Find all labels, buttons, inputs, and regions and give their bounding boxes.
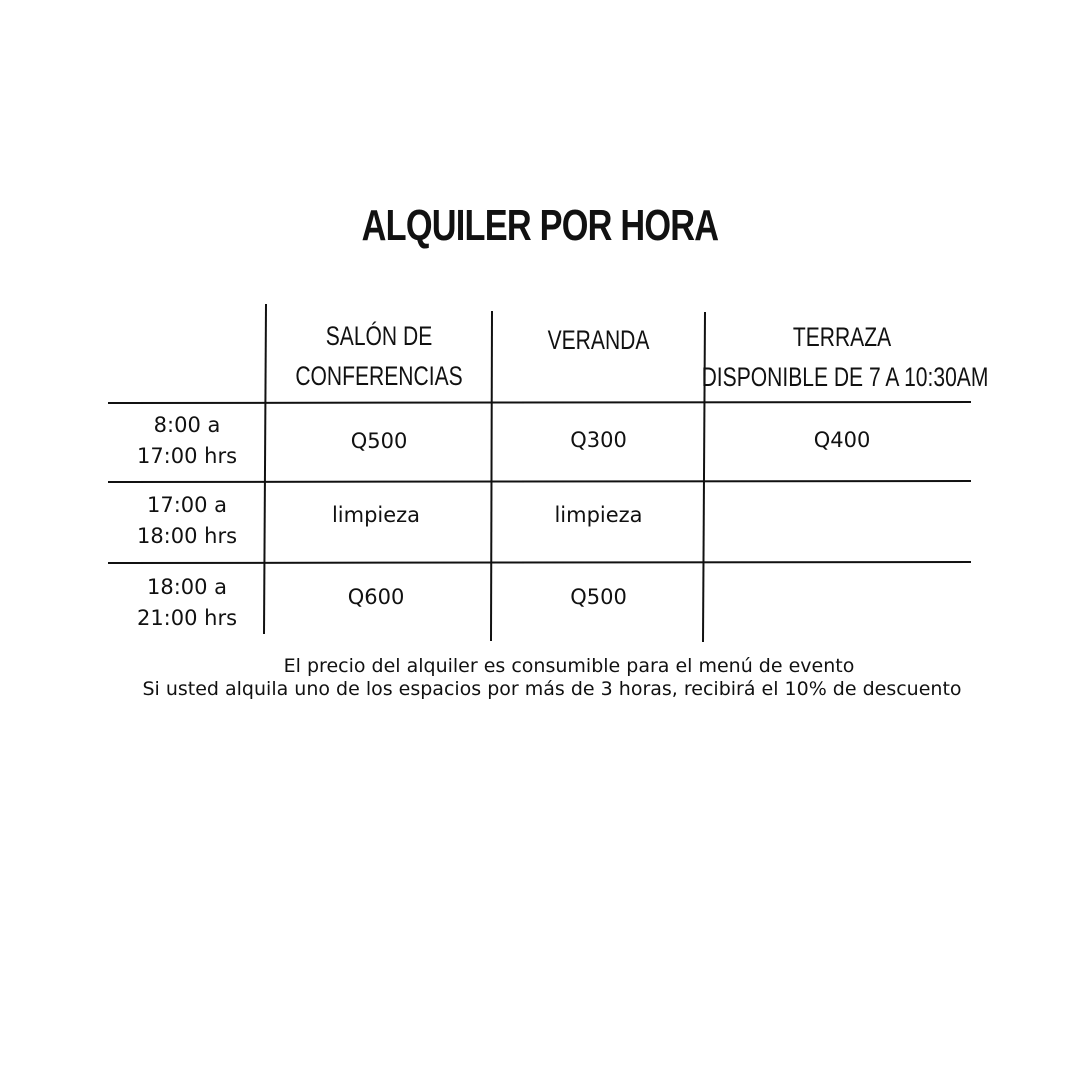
- row-3-time-line1: 18:00 a: [146, 575, 228, 599]
- header-veranda-line1: VERANDA: [547, 325, 650, 355]
- row-1-terraza-price: Q400: [813, 428, 871, 452]
- grid-hline-3: [108, 562, 971, 563]
- header-terraza: [701, 317, 989, 397]
- row-3-veranda-price: Q500: [570, 585, 627, 609]
- row-2-time-line1: 17:00 a: [146, 493, 228, 517]
- row-3-time-line2: 21:00 hrs: [136, 606, 238, 630]
- row-2-salon-price: limpieza: [331, 503, 421, 527]
- header-salon-line1: SALÓN DE: [325, 321, 433, 351]
- header-veranda: [515, 320, 681, 360]
- row-3-salon-price: Q600: [347, 585, 405, 609]
- row-1-time: [108, 410, 266, 472]
- note-discount: Si usted alquila uno de los espacios por más de 3 horas, recibirá el 10% de descuento: [142, 678, 962, 700]
- row-3-time: [108, 572, 266, 634]
- row-1-time-line1: 8:00 a: [153, 413, 221, 437]
- row-2-time: [108, 490, 266, 552]
- grid-hline-1: [108, 402, 971, 403]
- row-1-time-line2: 17:00 hrs: [136, 444, 238, 468]
- header-salon: [291, 316, 467, 396]
- row-1-salon-price: Q500: [350, 429, 408, 453]
- header-terraza-line2: DISPONIBLE DE 7 A 10:30AM: [701, 362, 989, 392]
- header-terraza-line1: TERRAZA: [792, 322, 892, 352]
- header-salon-line2: CONFERENCIAS: [295, 361, 463, 391]
- note-consumable: El precio del alquiler es consumible para el menú de evento: [283, 655, 855, 677]
- grid-hline-2: [108, 481, 971, 482]
- row-2-veranda-price: limpieza: [554, 503, 643, 527]
- row-2-time-line2: 18:00 hrs: [136, 524, 238, 548]
- row-1-veranda-price: Q300: [570, 428, 627, 452]
- page-title: ALQUILER POR HORA: [361, 201, 719, 250]
